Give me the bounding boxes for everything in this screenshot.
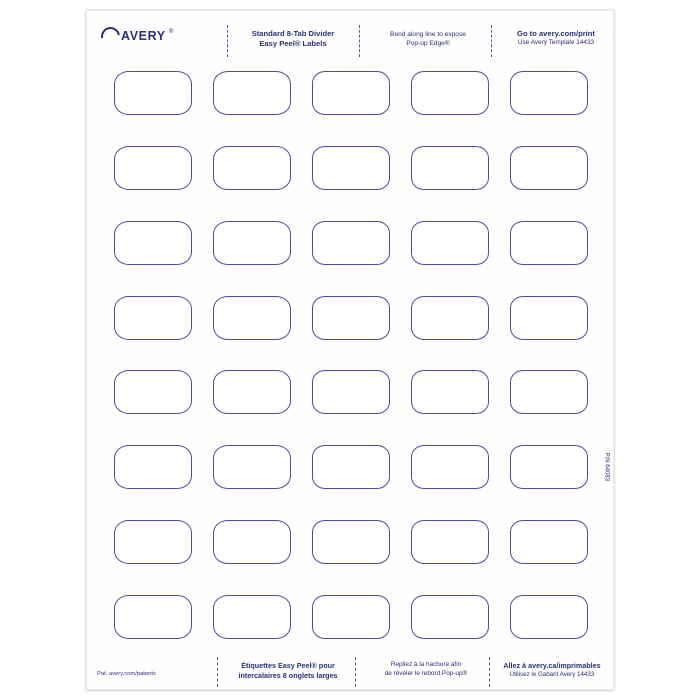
label-outline	[411, 520, 489, 564]
label-outline	[213, 595, 291, 639]
footer-divider-2	[355, 657, 356, 687]
label-outline	[510, 595, 588, 639]
label-outline	[312, 370, 390, 414]
header-print-url-line1: Go to avery.com/print	[517, 29, 595, 38]
header-instruction	[373, 31, 483, 49]
label-outline	[312, 221, 390, 265]
registered-mark: ®	[169, 29, 174, 35]
label-outline	[312, 296, 390, 340]
label-outline	[213, 520, 291, 564]
footer-patent: Pat. avery.com/patents	[97, 671, 156, 677]
header-divider-3	[491, 25, 492, 57]
label-outline	[114, 595, 192, 639]
header-template-number: Use Avery Template 14433	[517, 39, 595, 47]
header-product-title-line2: Easy Peel® Labels	[259, 39, 327, 49]
label-outline	[411, 71, 489, 115]
label-cell	[502, 582, 595, 651]
label-cell	[107, 358, 200, 427]
label-outline	[114, 370, 192, 414]
label-cell	[206, 283, 299, 352]
label-outline	[114, 445, 192, 489]
label-cell	[107, 433, 200, 502]
label-outline	[510, 520, 588, 564]
label-outline	[114, 296, 192, 340]
label-cell	[502, 358, 595, 427]
label-cell	[206, 433, 299, 502]
label-cell	[502, 508, 595, 577]
swoosh-icon	[97, 23, 123, 49]
footer-template-number-fr: Utilisez le Gabarit Avery 14433	[509, 670, 595, 678]
label-outline	[510, 71, 588, 115]
label-cell	[305, 508, 398, 577]
label-cell	[502, 134, 595, 203]
label-cell	[305, 582, 398, 651]
footer-divider-3	[489, 657, 490, 687]
label-outline	[213, 221, 291, 265]
header-instruction-line1: Bend along line to expose	[390, 31, 466, 38]
label-outline	[114, 520, 192, 564]
label-cell	[107, 283, 200, 352]
label-sheet	[86, 10, 614, 690]
label-cell	[305, 209, 398, 278]
header-divider-2	[359, 25, 360, 57]
label-cell	[107, 134, 200, 203]
label-outline	[213, 71, 291, 115]
label-cell	[502, 283, 595, 352]
label-cell	[305, 59, 398, 128]
label-outline	[213, 146, 291, 190]
label-outline	[312, 71, 390, 115]
label-outline	[411, 296, 489, 340]
label-cell	[206, 59, 299, 128]
label-outline	[312, 445, 390, 489]
label-outline	[312, 146, 390, 190]
header-product-title	[237, 29, 349, 50]
label-cell	[305, 283, 398, 352]
label-cell	[403, 59, 496, 128]
label-outline	[114, 146, 192, 190]
label-cell	[502, 59, 595, 128]
label-cell	[206, 508, 299, 577]
label-outline	[411, 595, 489, 639]
label-outline	[114, 221, 192, 265]
footer-instruction-fr-line1: Repliez à la hachure afin	[390, 661, 462, 668]
label-cell	[107, 582, 200, 651]
part-number: P/N 64083	[603, 452, 609, 481]
footer-product-title-fr-line2: intercalaires 8 onglets larges	[238, 670, 338, 680]
label-grid	[107, 59, 595, 651]
label-outline	[510, 370, 588, 414]
label-cell	[206, 134, 299, 203]
label-outline	[411, 370, 489, 414]
label-outline	[213, 370, 291, 414]
footer-instruction-fr	[367, 661, 485, 678]
label-cell	[107, 508, 200, 577]
label-cell	[206, 358, 299, 427]
header-divider-1	[227, 25, 228, 57]
label-cell	[403, 508, 496, 577]
label-outline	[510, 146, 588, 190]
label-cell	[502, 433, 595, 502]
label-cell	[403, 433, 496, 502]
label-cell	[107, 59, 200, 128]
label-outline	[114, 71, 192, 115]
label-outline	[411, 221, 489, 265]
label-cell	[403, 358, 496, 427]
footer-divider-1	[217, 657, 218, 687]
label-outline	[411, 445, 489, 489]
label-outline	[312, 520, 390, 564]
header-print-url	[507, 29, 605, 48]
footer-print-url-fr-line1: Allez à avery.ca/imprimables	[503, 661, 601, 670]
footer-product-title-fr	[227, 661, 349, 680]
footer-print-url-fr	[499, 661, 605, 679]
label-outline	[510, 296, 588, 340]
label-cell	[305, 433, 398, 502]
label-cell	[403, 283, 496, 352]
label-outline	[213, 296, 291, 340]
header-product-title-line1: Standard 8-Tab Divider	[251, 29, 335, 38]
label-outline	[213, 445, 291, 489]
footer-instruction-fr-line2: de révéler le rebord Pop-up®	[384, 669, 468, 677]
label-outline	[312, 595, 390, 639]
label-cell	[403, 582, 496, 651]
label-outline	[411, 146, 489, 190]
avery-logo	[101, 25, 175, 51]
label-cell	[206, 209, 299, 278]
label-outline	[510, 445, 588, 489]
label-cell	[305, 134, 398, 203]
header-instruction-line2: Pop-up Edge®	[406, 39, 450, 47]
label-cell	[403, 209, 496, 278]
label-cell	[502, 209, 595, 278]
footer-product-title-fr-line1: Étiquettes Easy Peel® pour	[241, 661, 335, 670]
label-outline	[510, 221, 588, 265]
label-cell	[305, 358, 398, 427]
label-cell	[403, 134, 496, 203]
brand-name: AVERY	[121, 29, 166, 43]
label-cell	[206, 582, 299, 651]
label-cell	[107, 209, 200, 278]
